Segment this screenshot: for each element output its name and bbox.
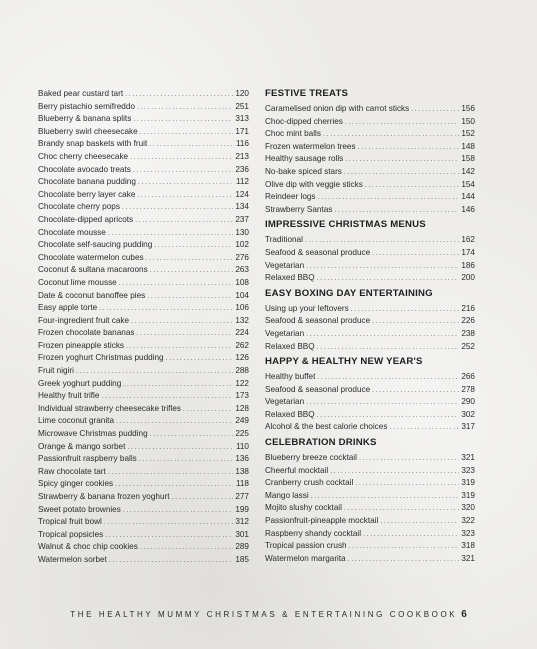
entry-title: Reindeer logs	[265, 192, 316, 202]
contents-entry	[38, 201, 249, 214]
section-heading: CELEBRATION DRINKS	[265, 437, 377, 449]
entry-title: Blueberry breeze cocktail	[265, 453, 357, 463]
entry-page-number: 302	[461, 409, 475, 419]
contents-entry	[265, 234, 475, 247]
entry-title: Vegetarian	[265, 260, 305, 270]
entry-page-number: 277	[235, 492, 249, 501]
contents-entry	[38, 327, 249, 340]
contents-entry	[265, 328, 475, 341]
entry-page-number: 110	[235, 441, 249, 451]
entry-title: Chocolate mousse	[38, 227, 106, 237]
dot-leader	[317, 372, 459, 384]
entry-page-number: 251	[235, 101, 249, 111]
entry-title: Seafood & seasonal produce	[265, 316, 371, 326]
entry-page-number: 142	[461, 166, 475, 176]
contents-entry	[38, 189, 249, 202]
entry-page-number: 102	[235, 240, 249, 250]
entry-page-number: 173	[235, 391, 249, 401]
contents-entry	[38, 340, 249, 353]
entry-title: Mango lassi	[265, 490, 309, 500]
contents-entry	[265, 452, 475, 465]
dot-leader	[150, 429, 233, 441]
entry-page-number: 252	[461, 341, 475, 351]
contents-entry	[38, 227, 249, 240]
contents-entry	[265, 315, 475, 328]
entry-page-number: 132	[235, 315, 249, 325]
entry-title: Microwave Christmas pudding	[38, 429, 148, 439]
entry-title: Caramelised onion dip with carrot sticks	[265, 104, 410, 113]
contents-entry	[38, 529, 249, 542]
entry-title: Chocolate banana pudding	[38, 177, 136, 187]
entry-page-number: 318	[461, 541, 475, 551]
dot-leader	[140, 542, 233, 554]
entry-title: Watermelon margarita	[265, 553, 346, 563]
contents-entry	[265, 166, 475, 179]
contents-entry	[38, 428, 249, 441]
dot-leader	[137, 190, 233, 202]
entry-page-number: 301	[235, 529, 249, 539]
section-heading: EASY BOXING DAY ENTERTAINING	[265, 287, 433, 299]
entry-page-number: 323	[461, 465, 475, 475]
dot-leader	[122, 202, 233, 214]
dot-leader	[138, 177, 233, 189]
dot-leader	[183, 404, 233, 416]
entry-page-number: 120	[235, 89, 249, 98]
contents-entry	[265, 465, 475, 478]
contents-entry	[38, 491, 249, 504]
entry-page-number: 317	[461, 422, 475, 432]
section-heading: FESTIVE TREATS	[265, 88, 349, 99]
entry-page-number: 321	[461, 553, 475, 563]
dot-leader	[305, 235, 459, 247]
entry-title: Walnut & choc chip cookies	[38, 542, 138, 552]
contents-entry	[38, 302, 249, 315]
entry-title: Traditional	[265, 235, 303, 245]
contents-entry	[38, 541, 249, 554]
entry-page-number: 185	[235, 554, 249, 564]
entry-page-number: 148	[461, 141, 475, 151]
entry-page-number: 128	[235, 403, 249, 413]
entry-page-number: 224	[235, 328, 249, 338]
dot-leader	[125, 89, 233, 101]
entry-title: Healthy buffet	[265, 372, 316, 382]
entry-page-number: 186	[461, 260, 475, 270]
entry-page-number: 156	[461, 104, 475, 113]
entry-page-number: 321	[461, 453, 475, 463]
dot-leader	[101, 391, 233, 403]
entry-title: Date & coconut banoffee pies	[38, 290, 146, 300]
dot-leader	[349, 541, 459, 553]
contents-entry	[265, 247, 475, 260]
contents-entry	[38, 352, 249, 365]
entry-page-number: 199	[235, 504, 249, 514]
entry-title: Cheerful mocktail	[265, 465, 329, 475]
contents-entry	[265, 528, 475, 541]
entry-title: Chocolate self-saucing pudding	[38, 240, 153, 250]
entry-page-number: 116	[235, 139, 249, 149]
entry-page-number: 216	[461, 303, 475, 313]
entry-title: Greek yoghurt pudding	[38, 378, 122, 388]
dot-leader	[345, 117, 459, 129]
entry-title: Healthy sausage rolls	[265, 154, 344, 164]
entry-page-number: 130	[235, 227, 249, 237]
entry-page-number: 263	[235, 265, 249, 275]
contents-entry	[38, 138, 249, 151]
entry-page-number: 319	[461, 490, 475, 500]
contents-entry	[38, 315, 249, 328]
dot-leader	[99, 303, 233, 315]
contents-entry	[265, 502, 475, 515]
contents-entry	[265, 396, 475, 409]
contents-entry	[38, 176, 249, 189]
entry-page-number: 158	[461, 154, 475, 164]
dot-leader	[139, 454, 233, 466]
dot-leader	[306, 329, 459, 341]
dot-leader	[133, 165, 233, 177]
dot-leader	[318, 192, 459, 204]
dot-leader	[306, 397, 459, 409]
contents-right-column	[265, 88, 475, 565]
contents-entry	[265, 421, 475, 434]
entry-title: Relaxed BBQ	[265, 409, 315, 419]
dot-leader	[140, 127, 233, 139]
dot-leader	[76, 366, 233, 378]
entry-title: Frozen yoghurt Christmas pudding	[38, 353, 164, 363]
entry-page-number: 278	[461, 384, 475, 394]
entry-title: Chocolate cherry pops	[38, 202, 120, 212]
contents-entry	[38, 164, 249, 177]
entry-page-number: 108	[235, 277, 249, 287]
contents-entry	[38, 113, 249, 126]
entry-page-number: 162	[461, 235, 475, 245]
entry-page-number: 225	[235, 429, 249, 439]
entry-page-number: 289	[235, 542, 249, 552]
entry-page-number: 288	[235, 366, 249, 376]
dot-leader	[330, 466, 459, 478]
entry-page-number: 112	[235, 177, 249, 187]
dot-leader	[372, 248, 459, 260]
dot-leader	[344, 503, 459, 515]
entry-title: Seafood & seasonal produce	[265, 247, 371, 257]
entry-title: Chocolate avocado treats	[38, 164, 131, 174]
dot-leader	[137, 328, 234, 340]
dot-leader	[359, 453, 459, 465]
dot-leader	[306, 261, 459, 273]
dot-leader	[137, 102, 233, 114]
entry-title: Strawberry Santas	[265, 204, 333, 214]
dot-leader	[119, 278, 233, 290]
entry-title: Brandy snap baskets with fruit	[38, 139, 148, 149]
entry-title: Vegetarian	[265, 397, 305, 407]
contents-entry	[265, 490, 475, 503]
entry-page-number: 266	[461, 372, 475, 382]
entry-title: Coconut lime mousse	[38, 277, 117, 287]
entry-title: Frozen chocolate bananas	[38, 328, 135, 338]
dot-leader	[123, 505, 233, 517]
contents-entry	[265, 303, 475, 316]
entry-page-number: 323	[461, 528, 475, 538]
contents-entry	[265, 260, 475, 273]
contents-entry	[38, 126, 249, 139]
dot-leader	[147, 291, 233, 303]
entry-page-number: 322	[461, 516, 475, 526]
dot-leader	[133, 114, 233, 126]
contents-entry	[265, 477, 475, 490]
entry-title: Blueberry swirl cheesecake	[38, 126, 138, 136]
entry-title: Watermelon sorbet	[38, 554, 107, 564]
entry-page-number: 134	[235, 202, 249, 212]
contents-entry	[265, 409, 475, 422]
dot-leader	[358, 142, 459, 154]
contents-entry	[38, 441, 249, 454]
contents-entry	[265, 128, 475, 141]
entry-page-number: 319	[461, 478, 475, 488]
entry-title: Tropical popsicles	[38, 529, 104, 539]
entry-page-number: 290	[461, 397, 475, 407]
entry-title: Chocolate berry layer cake	[38, 189, 136, 199]
dot-leader	[363, 529, 459, 541]
dot-leader	[150, 265, 233, 277]
dot-leader	[127, 442, 233, 454]
dot-leader	[311, 491, 459, 503]
entry-title: Frozen pineapple sticks	[38, 340, 125, 350]
entry-page-number: 154	[461, 179, 475, 189]
entry-page-number: 106	[235, 303, 249, 313]
dot-leader	[323, 129, 459, 141]
dot-leader	[131, 316, 233, 328]
entry-title: Using up your leftovers	[265, 303, 349, 313]
entry-page-number: 171	[235, 126, 249, 136]
dot-leader	[115, 479, 233, 491]
entry-title: Raspberry shandy cocktail	[265, 528, 362, 538]
contents-entry	[38, 252, 249, 265]
contents-entry	[265, 515, 475, 528]
dot-leader	[108, 467, 233, 479]
dot-leader	[172, 492, 233, 504]
entry-page-number: 104	[235, 290, 249, 300]
dot-leader	[130, 152, 233, 164]
contents-entry	[38, 88, 249, 101]
entry-page-number: 144	[461, 192, 475, 202]
contents-entry	[265, 384, 475, 397]
entry-page-number: 276	[235, 252, 249, 262]
contents-entry	[265, 341, 475, 354]
entry-title: Cranberry crush cocktail	[265, 478, 354, 488]
entry-title: Easy apple torte	[38, 303, 98, 313]
entry-page-number: 213	[235, 151, 249, 161]
contents-entry	[38, 264, 249, 277]
contents-entry	[265, 371, 475, 384]
contents-entry	[38, 277, 249, 290]
entry-title: Lime coconut granita	[38, 416, 115, 426]
dot-leader	[317, 273, 459, 285]
section-heading: IMPRESSIVE CHRISTMAS MENUS	[265, 219, 426, 231]
entry-page-number: 118	[235, 479, 249, 489]
entry-title: Passionfruit raspberry balls	[38, 454, 137, 464]
contents-entry	[265, 116, 475, 129]
entry-title: Chocolate watermelon cubes	[38, 252, 144, 262]
dot-leader	[345, 154, 459, 166]
entry-page-number: 320	[461, 503, 475, 513]
entry-title: Orange & mango sorbet	[38, 441, 126, 451]
contents-entry	[38, 378, 249, 391]
entry-title: Fruit nigiri	[38, 366, 74, 376]
contents-entry	[38, 478, 249, 491]
footer-page-number: 6	[461, 609, 467, 620]
contents-entry	[38, 516, 249, 529]
dot-leader	[380, 516, 459, 528]
entry-page-number: 236	[235, 164, 249, 174]
dot-leader	[372, 316, 459, 328]
entry-page-number: 122	[235, 378, 249, 388]
contents-entry	[265, 153, 475, 166]
dot-leader	[334, 205, 459, 217]
entry-title: Raw chocolate tart	[38, 466, 106, 476]
dot-leader	[166, 353, 233, 365]
entry-page-number: 126	[235, 353, 249, 363]
entry-title: Tropical fruit bowl	[38, 517, 102, 527]
section-heading: HAPPY & HEALTHY NEW YEAR'S	[265, 356, 423, 368]
entry-page-number: 136	[235, 454, 249, 464]
contents-entry	[265, 204, 475, 217]
entry-page-number: 249	[235, 416, 249, 426]
entry-page-number: 237	[235, 214, 249, 224]
entry-page-number: 238	[461, 328, 475, 338]
dot-leader	[411, 104, 459, 116]
entry-page-number: 200	[461, 273, 475, 283]
contents-entry	[265, 540, 475, 553]
entry-title: Choc-dipped cherries	[265, 116, 343, 126]
entry-title: Healthy fruit trifle	[38, 391, 100, 401]
entry-page-number: 313	[235, 114, 249, 124]
page-footer	[0, 609, 537, 620]
entry-title: Seafood & seasonal produce	[265, 384, 371, 394]
dot-leader	[146, 253, 233, 265]
entry-page-number: 138	[235, 466, 249, 476]
contents-entry	[38, 214, 249, 227]
dot-leader	[317, 342, 459, 354]
dot-leader	[154, 240, 233, 252]
entry-page-number: 152	[461, 129, 475, 139]
contents-entry	[38, 365, 249, 378]
entry-title: Strawberry & banana frozen yoghurt	[38, 492, 170, 501]
dot-leader	[365, 180, 459, 192]
contents-entry	[265, 179, 475, 192]
entry-title: Choc cherry cheesecake	[38, 151, 129, 161]
dot-leader	[109, 555, 233, 567]
contents-entry	[265, 191, 475, 204]
contents-entry	[38, 554, 249, 567]
entry-title: No-bake spiced stars	[265, 166, 342, 176]
entry-title: Chocolate-dipped apricots	[38, 214, 134, 224]
dot-leader	[351, 304, 459, 316]
contents-entry	[38, 239, 249, 252]
entry-title: Frozen watermelon trees	[265, 141, 356, 151]
dot-leader	[149, 139, 233, 151]
contents-entry	[38, 504, 249, 517]
entry-title: Alcohol & the best calorie choices	[265, 422, 388, 432]
entry-page-number: 312	[235, 517, 249, 527]
dot-leader	[126, 341, 233, 353]
entry-title: Relaxed BBQ	[265, 273, 315, 283]
contents-entry	[265, 141, 475, 154]
contents-entry	[38, 151, 249, 164]
entry-title: Individual strawberry cheesecake trifles	[38, 403, 181, 413]
contents-left-column	[38, 88, 249, 567]
entry-title: Four-ingredient fruit cake	[38, 315, 130, 325]
dot-leader	[104, 517, 233, 529]
contents-entry	[265, 553, 475, 566]
entry-title: Vegetarian	[265, 328, 305, 338]
entry-title: Mojito slushy cocktail	[265, 503, 342, 513]
entry-page-number: 226	[461, 316, 475, 326]
dot-leader	[389, 422, 459, 434]
entry-title: Sweet potato brownies	[38, 504, 121, 514]
contents-entry	[38, 403, 249, 416]
entry-title: Baked pear custard tart	[38, 89, 124, 98]
dot-leader	[344, 167, 459, 179]
entry-page-number: 150	[461, 116, 475, 126]
dot-leader	[317, 410, 459, 422]
dot-leader	[105, 530, 233, 542]
entry-title: Spicy ginger cookies	[38, 479, 114, 489]
entry-page-number: 262	[235, 340, 249, 350]
dot-leader	[372, 385, 459, 397]
contents-entry	[38, 290, 249, 303]
contents-entry	[38, 466, 249, 479]
entry-page-number: 146	[461, 204, 475, 214]
entry-page-number: 174	[461, 247, 475, 257]
contents-entry	[38, 390, 249, 403]
footer-book-title: THE HEALTHY MUMMY CHRISTMAS & ENTERTAINING COOKBOOK	[70, 610, 458, 619]
dot-leader	[348, 554, 459, 566]
contents-entry	[38, 101, 249, 114]
contents-entry	[265, 103, 475, 116]
dot-leader	[116, 416, 233, 428]
entry-title: Passionfruit-pineapple mocktail	[265, 516, 379, 526]
entry-page-number: 124	[235, 189, 249, 199]
dot-leader	[108, 228, 233, 240]
contents-entry	[265, 272, 475, 285]
dot-leader	[355, 478, 459, 490]
entry-title: Relaxed BBQ	[265, 341, 315, 351]
entry-title: Choc mint balls	[265, 129, 321, 139]
entry-title: Tropical passion crush	[265, 541, 347, 551]
contents-entry	[38, 453, 249, 466]
entry-title: Berry pistachio semifreddo	[38, 101, 135, 111]
entry-title: Coconut & sultana macaroons	[38, 265, 148, 275]
entry-title: Olive dip with veggie sticks	[265, 179, 363, 189]
entry-title: Blueberry & banana splits	[38, 114, 132, 124]
dot-leader	[135, 215, 233, 227]
dot-leader	[123, 379, 233, 391]
contents-entry	[38, 415, 249, 428]
